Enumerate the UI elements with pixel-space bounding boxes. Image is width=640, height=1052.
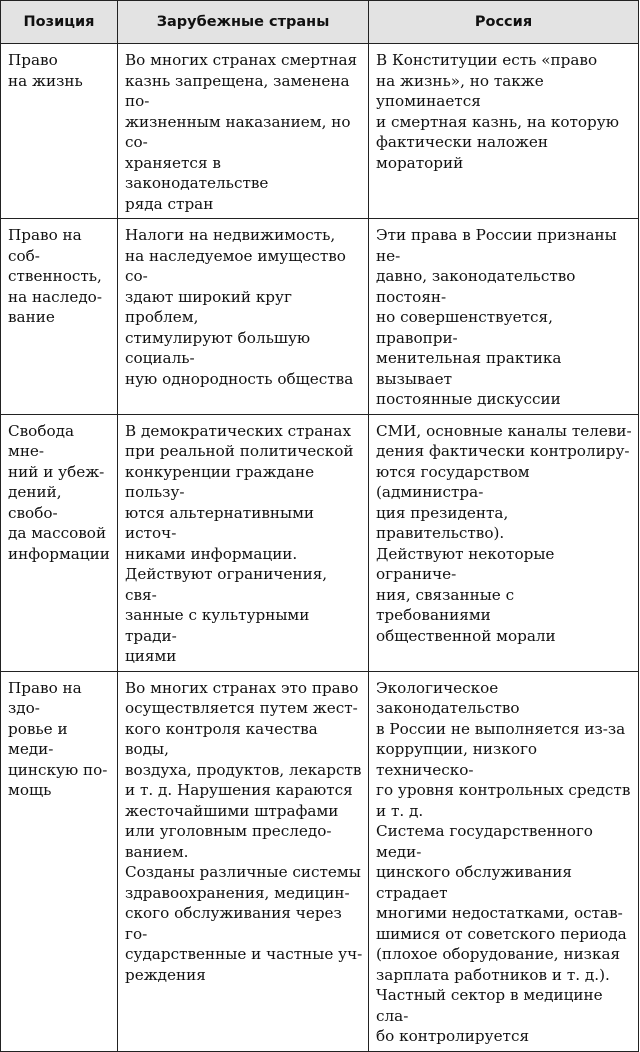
foreign-text: Налоги на недвижимость, на наследуемое имущество со- здают широкий круг проблем, стимулируют большую социаль- ную однородность общества: [125, 226, 354, 388]
cell-russia: [369, 414, 639, 671]
cell-foreign: [118, 219, 369, 415]
table-header: [1, 1, 639, 44]
position-text: Право на жизнь: [8, 51, 83, 90]
header-foreign-countries: Зарубежные страны: [118, 1, 369, 44]
position-text: Свобода мне- ний и убеж- дений, свобо- да массовой информации: [8, 421, 110, 563]
table-row: [1, 219, 639, 415]
cell-foreign: [118, 414, 369, 671]
cell-russia: [369, 219, 639, 415]
cell-foreign: [118, 44, 369, 219]
russia-text: Экологическое законодательство в России не выполняется из-за коррупции, низкого техническо- го уровня контрольных средств и т. д. Система государственного меди- цинского обслуживания страдает многими недостатками, остав- шимися от советского периода (плохое оборудование, низкая зарплата работников и т. д.). Частный сектор в медицине сла- бо контролируется: [376, 678, 631, 1045]
foreign-text: Во многих странах это право осуществляется путем жест- кого контроля качества воды, воздуха, продуктов, лекарств и т. д. Нарушения караются жесточайшими штрафами или уголовным преследо- ванием. Созданы различные системы здравоохранения, медицин- ского обслуживания через го- сударственные и частные уч- реждения: [125, 678, 363, 984]
position-text: Право на соб- ственность, на наследо- вание: [8, 226, 102, 326]
table-row: [1, 414, 639, 671]
russia-text: Эти права в России признаны не- давно, законодательство постоян- но совершенствуется, правопри- менительная практика вызывает постоянные дискуссии: [376, 226, 617, 408]
header-row: [1, 1, 639, 44]
cell-russia: [369, 671, 639, 1051]
table-body: [1, 44, 639, 1052]
russia-text: В Конституции есть «право на жизнь», но также упоминается и смертная казнь, на которую фактически наложен мораторий: [376, 51, 619, 172]
header-russia: Россия: [369, 1, 639, 44]
cell-position: [1, 671, 118, 1051]
table-row: [1, 671, 639, 1051]
table-row: [1, 44, 639, 219]
cell-position: [1, 219, 118, 415]
cell-position: [1, 414, 118, 671]
foreign-text: Во многих странах смертная казнь запрещена, заменена по- жизненным наказанием, но со- храняется в законодательстве ряда стран: [125, 51, 358, 213]
foreign-text: В демократических странах при реальной политической конкуренции граждане пользу- ются альтернативными источ- никами информации. Действуют ограничения, свя- занные с культурными тради- циями: [125, 421, 354, 665]
position-text: Право на здо- ровье и меди- цинскую по- мощь: [8, 678, 108, 799]
header-position: Позиция: [1, 1, 118, 44]
cell-foreign: [118, 671, 369, 1051]
cell-position: [1, 44, 118, 219]
russia-text: СМИ, основные каналы телеви- дения фактически контролиру- ются государством (администра- ция президента, правительство). Действуют некоторые ограниче- ния, связанные с требованиями общественной морали: [376, 421, 632, 645]
cell-russia: [369, 44, 639, 219]
